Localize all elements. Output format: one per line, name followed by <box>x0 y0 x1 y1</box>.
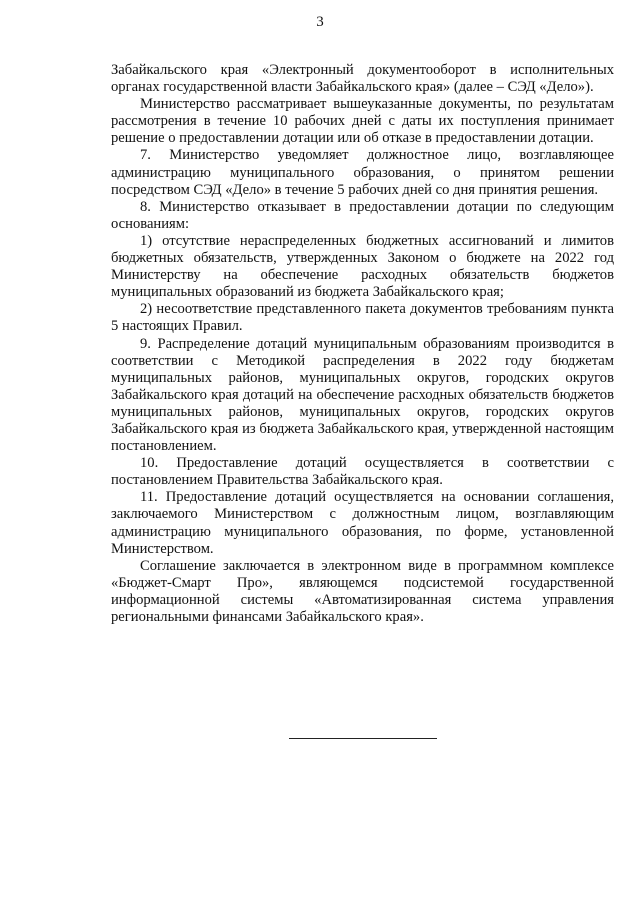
paragraph-8-refusal-grounds: 8. Министерство отказывает в предоставлении дотации по следующим основаниям: <box>111 198 614 232</box>
paragraph-agreement-electronic: Соглашение заключается в электронном виде в программном комплексе «Бюджет-Смарт Про», являющемся подсистемой государственной информационной системы «Автоматизированная система управления региональными финансами Забайкальского края». <box>111 557 614 625</box>
paragraph-9-distribution: 9. Распределение дотаций муниципальным образованиям производится в соответствии с Методикой распределения в 2022 году бюджетам муниципальных районов, муниципальных округов, городских округов Забайкальского края дотаций на обеспечение расходных обязательств бюджетов муниципальных районов, муниципальных округов, городских округов Забайкальского края из бюджета Забайкальского края, утвержденной настоящим постановлением. <box>111 335 614 455</box>
paragraph-11-agreement: 11. Предоставление дотаций осуществляется на основании соглашения, заключаемого Министерством с должностным лицом, возглавляющим администрацию муниципального образования, по форме, установленной Министерством. <box>111 489 614 557</box>
document-body <box>111 62 614 626</box>
paragraph-ministry-review: Министерство рассматривает вышеуказанные документы, по результатам рассмотрения в течение 10 рабочих дней с даты их поступления принимает решение о предоставлении дотации или об отказе в предоставлении дотации. <box>111 96 614 147</box>
paragraph-continuation: Забайкальского края «Электронный документооборот в исполнительных органах государственной власти Забайкальского края» (далее – СЭД «Дело»). <box>111 62 614 96</box>
end-of-document-rule <box>289 738 437 739</box>
paragraph-7-notification: 7. Министерство уведомляет должностное лицо, возглавляющее администрацию муниципального образования, о принятом решении посредством СЭД «Дело» в течение 5 рабочих дней со дня принятия решения. <box>111 147 614 198</box>
paragraph-8-item-1: 1) отсутствие нераспределенных бюджетных ассигнований и лимитов бюджетных обязательств, утвержденных Законом о бюджете на 2022 год Министерству на обеспечение расходных обязательств бюджетов муниципальных образований из бюджета Забайкальского края; <box>111 232 614 301</box>
paragraph-8-item-2: 2) несоответствие представленного пакета документов требованиям пункта 5 настоящих Правил. <box>111 301 614 335</box>
page-number: 3 <box>316 14 324 30</box>
paragraph-10-provision: 10. Предоставление дотаций осуществляется в соответствии с постановлением Правительства Забайкальского края. <box>111 455 614 489</box>
